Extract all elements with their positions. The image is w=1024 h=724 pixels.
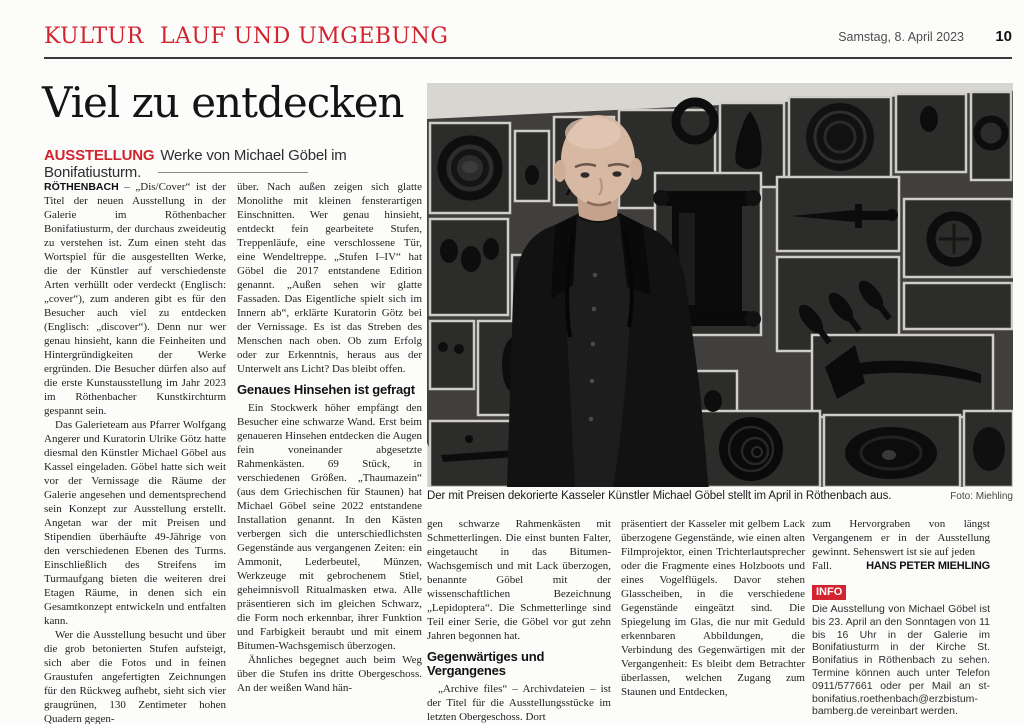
kicker-text: Werke von Michael Göbel im Bonifatiusturm. <box>44 147 347 181</box>
edition-title: LAUF UND UMGEBUNG <box>160 24 449 49</box>
photo-caption-row <box>427 490 1013 502</box>
paragraph: Wer die Ausstellung besucht und über die grob betonierten Stufen aufsteigt, sich aber die Fotos und in feinen Graustufen angefertigten Zeichnungen für den Rückweg aufhebt, sieht sich vier graugrünen, 130 Zentimeter hohen Quadern gegen- <box>44 629 226 724</box>
paragraph-end: Fall. <box>812 560 832 572</box>
ammonite-icon <box>719 417 783 481</box>
article-title: Viel zu entdecken <box>42 78 404 127</box>
ear <box>554 160 566 182</box>
paragraph: über. Nach außen zeigen sich glatte Monolithe mit kleinen fensterartigen Einschnitten. Wer genau hinsieht, entdeckt fein gearbeitete Stufen, Treppenläufe, eine verschlossene Tür, eine Wendeltreppe. „Stufen I–IV“ hat Göbel die 2017 entstandene Edition genannt. „Außen sehen wir glatte Fassaden. Das Eigentliche spielt sich im Innern ab“, erklärte Kuratorin Götz bei der Vernissage. Es ist das Streben des Menschen nach oben. Ob zum Erfolg oder zur Erkenntnis, heraus aus der Unterwelt ans Licht? Das bleibt offen. <box>237 181 422 375</box>
kicker-label: AUSSTELLUNG <box>44 147 155 164</box>
paragraph <box>44 180 226 418</box>
kicker-divider <box>158 172 308 173</box>
photo-credit: Foto: Miehling <box>950 491 1013 502</box>
subhead: Gegenwärtiges und Vergangenes <box>427 649 545 678</box>
edge-relief-icon <box>973 427 1005 471</box>
section-title: KULTUR <box>44 24 144 49</box>
info-text: Die Ausstellung von Michael Göbel ist bis 23. April an den Sonntagen von 11 bis 16 Uhr in der Galerie im Bonifatiusturm in der Kirche St. Bonifatius in Röthenbach zu sehen. Termine können auch unter Telefon 0911/577661 oder per Mail an st-bonifatius.roethenbach@erzbistum-bamberg.de vereinbart werden. <box>812 603 990 718</box>
paragraph: präsentiert der Kasseler mit gelbem Lack überzogene Gegenstände, wie einen alten Filmprojektor, einen Trichterlautsprecher oder die Fragmente eines Holzboots und eines Vogelflügels. Davor stehen Glasscheiben, in die verschiedene Gegenstände eingeätzt sind. Die Spiegelung im Glas, die nur mit Geduld erkennbaren Abbildungen, die Verbindung des Gegenwärtigen mit der Vergangenheit: Es bleibt dem Betrachter überlassen, welchen Zugang zum Staunen und Entdecken, <box>621 518 805 698</box>
ear <box>630 158 642 180</box>
article-column-5 <box>812 517 990 724</box>
issue-date: Samstag, 8. April 2023 <box>838 30 964 44</box>
twig-nest-icon <box>845 427 937 479</box>
paragraph: zum Hervorgraben von längst Vergangenem er in der Ausstellung gewinnt. Sehenswert ist sie auf jeden <box>812 518 990 558</box>
gallery-photo-illustration <box>427 83 1013 487</box>
article-column-1 <box>44 180 226 724</box>
head-highlight <box>565 117 621 149</box>
article-photo <box>427 83 1013 487</box>
pinecone-icon <box>920 106 938 132</box>
paragraph: Das Galerieteam aus Pfarrer Wolfgang Angerer und Kuratorin Ulrike Götz hatte diesmal den Künstler Michael Göbel aus Kassel eingeladen. Göbel hatte sich weit vor der Vernissage die Räume der Galerie angesehen und dementsprechend sein Konzept zur Ausstellung erstellt. Angetan war der mit Preisen und Stipendien überhäufte 49-Jährige von den verschiedenen Ebenen des Turms. Einschließlich des Streifens im Turmaufgang bieten die weiteren drei Etagen Räume, in denen sich ein Gesamtkonzept entwickeln und entfalten kann. <box>44 419 226 627</box>
basket-icon <box>806 103 874 171</box>
paragraph: „Archive files“ – Archivdateien – ist der Titel für die Ausstellungsstücke im letzten Obergeschoss. Dort <box>427 683 611 723</box>
dateline: RÖTHENBACH <box>44 181 119 193</box>
article-kicker <box>44 147 434 181</box>
page-number: 10 <box>995 28 1012 45</box>
info-box <box>812 585 990 718</box>
small-pouch-icon <box>525 165 539 185</box>
subhead: Genaues Hinsehen ist gefragt <box>237 382 415 397</box>
photo-caption: Der mit Preisen dekorierte Kasseler Künstler Michael Göbel stellt im April in Röthenbach aus. <box>427 490 892 502</box>
byline-row <box>812 559 990 573</box>
paragraph: gen schwarze Rahmenkästen mit Schmetterlingen. Die einst bunten Falter, eingetaucht in das Bitumen-Wachsgemisch und mit Lack überzogen, benannte Göbel mit der wissenschaftlichen Bezeichnung „Lepidoptera“. Die Schmetterlinge sind Teil einer Serie, die Göbel vor gut zehn Jahren begonnen hat. <box>427 518 611 642</box>
paragraph-text: – „Dis/Cover“ ist der Titel der neuen Ausstellung in der Galerie im Röthenbacher Bonifatiusturm, der durchaus zweideutig zu verstehen ist. Zum einen steht das Wortspiel für die ausgestellten Werke, die der Künstler auf verschiedenste Arten verhüllt oder verdeckt (Englisch: „cover“), zum anderen gibt es für den Besucher auch viel zu entdecken (Englisch: „discover“). Denn nur wer genau hinsieht, kann die Feinheiten und Hintergründigkeiten der Werke ergründen. Die Besucher dürfen also auf die erste Kunstausstellung im Jahr 2023 im Röthenbacher Kunstkirchturm gespannt sein. <box>44 181 226 417</box>
paragraph: Ähnliches begegnet auch beim Weg über die Stufen ins dritte Obergeschoss. An der weißen Wand hän- <box>237 654 422 694</box>
paragraph: Ein Stockwerk höher empfängt den Besucher eine schwarze Wand. Erst beim genaueren Hinsehen entdecken die Augen fein voneinander abgesetzte Rahmenkästen. 69 Stück, in verschiedenen Größen. „Thaumazein“ (aus dem Griechischen für Staunen) hat Michael Göbel seine 2022 entstandene Installation genannt. In den Kästen verbergen sich die unterschiedlichsten Gegenstände aus vergangenen Zeiten: ein Ammonit, Lederbeutel, Münzen, Werkzeuge mit gebrochenem Stiel, geheimnisvoll Ritualmasken etwa. Alle präsentieren sich im gleichen Schwarz, die Form noch erkennbar, ihrer Funktion und Farbigkeit beraubt und mit einem Bitumen-Wachsgemisch überzogen. <box>237 402 422 652</box>
header-rule <box>44 57 1012 59</box>
article-column-2 <box>237 180 422 724</box>
article-column-4 <box>621 517 805 724</box>
info-label: INFO <box>812 585 846 600</box>
author-byline: HANS PETER MIEHLING <box>866 560 990 572</box>
article-column-3 <box>427 517 611 724</box>
